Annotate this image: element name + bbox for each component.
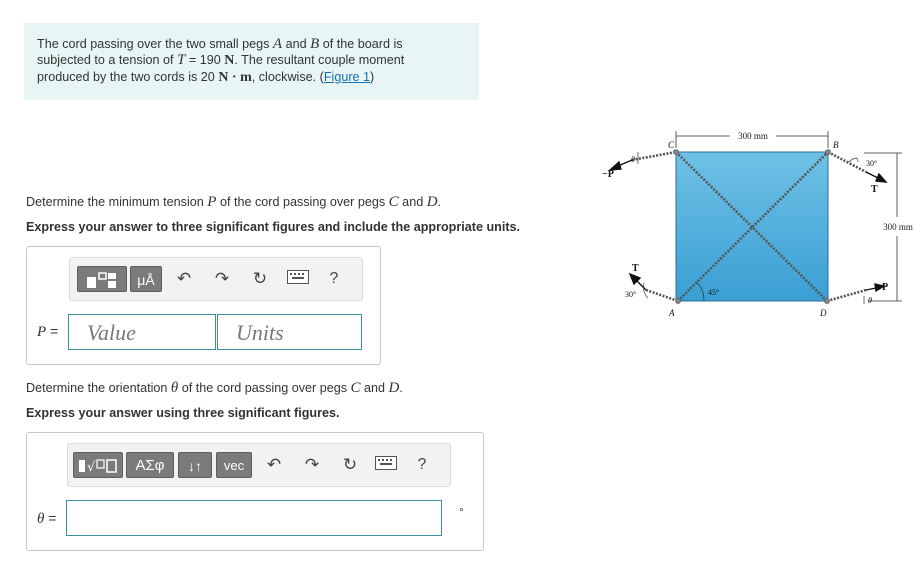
p-symbol: P	[207, 194, 217, 210]
part1-instruction: Express your answer to three significant figures and include the appropriate units.	[26, 220, 521, 234]
svg-text:√: √	[87, 460, 96, 475]
theta-top: θ	[631, 155, 635, 164]
unit-newton: N	[224, 53, 235, 68]
help-button[interactable]: ?	[417, 456, 427, 473]
part1-toolbar	[69, 257, 363, 301]
part2-toolbar	[67, 443, 451, 487]
text: and	[398, 195, 427, 209]
part2-instruction: Express your answer using three significant figures.	[26, 406, 340, 420]
figure-link[interactable]: Figure 1	[323, 70, 371, 84]
text: . The resultant couple moment	[234, 53, 405, 67]
undo-icon[interactable]: ↶	[266, 455, 282, 474]
redo-icon[interactable]: ↷	[304, 455, 320, 474]
text: , clockwise. (	[251, 70, 324, 84]
text: The cord passing over the two small pegs	[37, 37, 273, 51]
peg-a-symbol: A	[272, 36, 283, 52]
text: and	[360, 381, 389, 395]
templates-button[interactable]	[77, 266, 127, 292]
text: .	[399, 381, 403, 395]
dim-right-label: 300 mm	[883, 222, 913, 232]
templates-icon	[84, 270, 120, 290]
text: Determine the minimum tension	[26, 195, 208, 209]
part2-answer-panel	[26, 432, 484, 551]
c-symbol: C	[388, 194, 399, 210]
tension-symbol: T	[177, 52, 186, 68]
problem-line-3	[37, 69, 467, 86]
label-a: A	[669, 308, 675, 318]
greek-symbols-button[interactable]: ΑΣφ	[126, 452, 174, 478]
text: of the cord passing over pegs	[216, 195, 389, 209]
text: of the board is	[319, 37, 403, 51]
text: Determine the orientation	[26, 381, 171, 395]
theta-symbol: θ	[170, 380, 179, 396]
p-answer-label	[37, 323, 58, 341]
label-t-left: T	[632, 263, 639, 274]
label-neg-p: −P	[602, 169, 614, 180]
theta-input[interactable]	[66, 500, 442, 536]
p-label-symbol: P	[37, 324, 47, 340]
text: produced by the two cords is 20	[37, 70, 219, 84]
label-t-top: T	[871, 184, 878, 195]
help-button[interactable]: ?	[329, 270, 339, 287]
units-input[interactable]: Units	[217, 314, 362, 350]
text: .	[437, 195, 442, 209]
problem-statement	[24, 23, 479, 100]
angle-45: 45°	[708, 288, 720, 297]
text: subjected to a tension of	[37, 53, 178, 67]
figure-board-diagram	[596, 120, 922, 330]
unit-newton-meter: N · m	[218, 70, 252, 85]
part1-answer-panel	[26, 246, 381, 365]
equals-sign: =	[46, 323, 59, 339]
arrows-button[interactable]: ↓↑	[178, 452, 212, 478]
d-symbol: D	[426, 194, 438, 210]
text: )	[370, 70, 375, 84]
angle-30-left: 30°	[625, 290, 637, 299]
text: of the cord passing over pegs	[178, 381, 351, 395]
keyboard-glyph	[287, 270, 309, 284]
theta-bottom: θ	[868, 296, 872, 305]
keyboard-icon[interactable]	[286, 269, 310, 289]
reset-icon[interactable]: ↻	[252, 269, 268, 288]
problem-line-2	[37, 52, 467, 69]
text: and	[282, 37, 311, 51]
value-input[interactable]: Value	[68, 314, 216, 350]
reset-icon[interactable]: ↻	[342, 455, 358, 474]
theta-answer-label	[37, 510, 56, 528]
label-b: B	[833, 140, 839, 150]
dim-top-label: 300 mm	[738, 131, 768, 141]
c-symbol: C	[350, 380, 361, 396]
angle-30-top: 30°	[866, 159, 878, 168]
label-d: D	[820, 308, 827, 318]
label-c: C	[668, 140, 675, 150]
problem-line-1	[37, 36, 467, 52]
vector-button[interactable]: vec	[216, 452, 252, 478]
peg-b-symbol: B	[310, 36, 320, 52]
equals-sign: =	[44, 510, 57, 526]
undo-icon[interactable]: ↶	[176, 269, 192, 288]
math-templates-button[interactable]	[73, 452, 123, 478]
degree-unit: °	[459, 505, 464, 519]
d-symbol: D	[388, 380, 400, 396]
units-button[interactable]: μÅ	[130, 266, 162, 292]
keyboard-glyph	[375, 456, 397, 470]
text: = 190	[185, 53, 225, 67]
part1-question	[26, 194, 441, 211]
part2-question	[26, 380, 403, 397]
keyboard-icon[interactable]	[374, 455, 398, 475]
fraction-root-icon	[76, 456, 120, 476]
theta-label-symbol: θ	[37, 511, 45, 527]
redo-icon[interactable]: ↷	[214, 269, 230, 288]
label-p: P	[882, 282, 889, 293]
